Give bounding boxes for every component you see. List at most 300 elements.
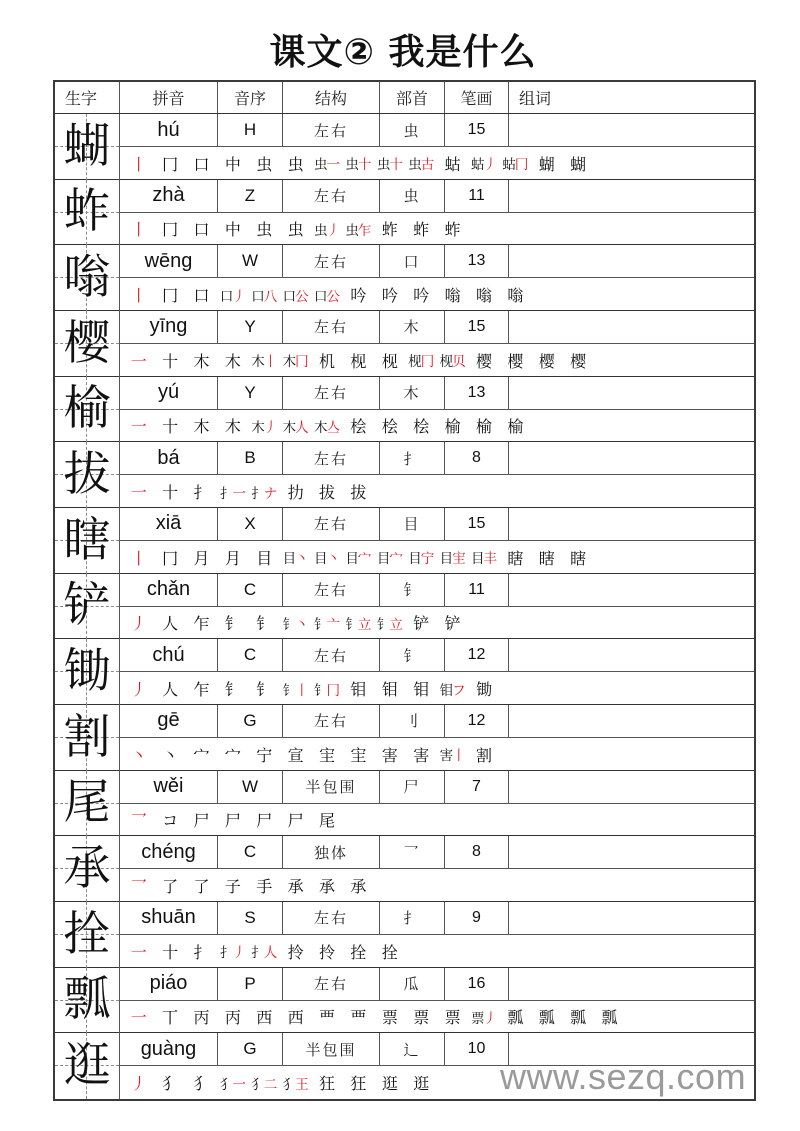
stroke-step bbox=[123, 805, 154, 835]
stroke-step bbox=[249, 542, 280, 572]
stroke-step-base: 宀 bbox=[224, 745, 241, 765]
stroke-count-cell: 9 bbox=[445, 902, 509, 935]
stroke-step-base: 虫 bbox=[408, 157, 422, 174]
stroke-step-new-stroke: 亼 bbox=[326, 419, 341, 436]
stroke-step bbox=[437, 214, 468, 244]
stroke-step-new-stroke: 十 bbox=[357, 157, 372, 174]
stroke-step bbox=[186, 805, 217, 835]
pinyin-cell: bá bbox=[120, 442, 218, 475]
stroke-step-new-stroke: 古 bbox=[420, 157, 435, 174]
pinyin-cell: wěi bbox=[120, 771, 218, 804]
stroke-step-base: 了 bbox=[193, 877, 210, 897]
stroke-step bbox=[343, 871, 374, 901]
stroke-step-base: 木 bbox=[282, 419, 297, 436]
stroke-step-new-stroke: 一 bbox=[232, 485, 246, 502]
stroke-step bbox=[217, 542, 248, 572]
stroke-step-base: 十 bbox=[162, 351, 179, 371]
stroke-step bbox=[374, 674, 405, 704]
stroke-step-base: 宔 bbox=[350, 745, 367, 765]
stroke-step-base: 宔 bbox=[319, 745, 336, 765]
stroke-count-cell: 13 bbox=[445, 245, 509, 278]
stroke-step bbox=[280, 674, 311, 704]
stroke-step-new-stroke: 一 bbox=[326, 157, 341, 174]
stroke-step-new-stroke: 宀 bbox=[357, 551, 372, 568]
stroke-step-base: 丶 bbox=[162, 745, 179, 765]
stroke-step bbox=[217, 871, 248, 901]
initial-letter-cell: C bbox=[218, 574, 283, 607]
stroke-step-new-stroke: 冂 bbox=[420, 354, 435, 371]
stroke-step bbox=[249, 477, 280, 507]
new-character: 樱 bbox=[63, 315, 111, 371]
stroke-step bbox=[594, 1002, 625, 1032]
character-cell bbox=[55, 508, 120, 574]
stroke-step-base: 钅 bbox=[345, 616, 359, 633]
pinyin-cell: yīng bbox=[120, 311, 218, 344]
stroke-step-base: 犭 bbox=[282, 1076, 297, 1093]
stroke-order-sequence bbox=[120, 475, 754, 508]
stroke-step bbox=[406, 674, 437, 704]
radical-cell: 扌 bbox=[380, 442, 445, 475]
stroke-order-sequence bbox=[120, 410, 754, 443]
stroke-step-base: 口 bbox=[282, 288, 297, 305]
stroke-step bbox=[249, 280, 280, 310]
stroke-step bbox=[217, 477, 248, 507]
stroke-step-base: 人 bbox=[162, 614, 179, 634]
stroke-step-new-stroke: 亠 bbox=[326, 616, 341, 633]
character-cell bbox=[55, 836, 120, 902]
stroke-step-new-stroke: 丿 bbox=[263, 419, 278, 436]
word-group-cell bbox=[509, 771, 754, 804]
stroke-step bbox=[406, 608, 437, 638]
stroke-step bbox=[343, 477, 374, 507]
stroke-step bbox=[217, 214, 248, 244]
pinyin-cell: chú bbox=[120, 639, 218, 672]
stroke-step bbox=[280, 148, 311, 178]
page-title: 课文② 我是什么 bbox=[269, 32, 537, 73]
initial-letter-cell: Y bbox=[218, 311, 283, 344]
stroke-step bbox=[437, 280, 468, 310]
stroke-step-base: 拴 bbox=[381, 942, 398, 962]
radical-cell: 目 bbox=[380, 508, 445, 541]
stroke-step-new-stroke: 丶 bbox=[295, 551, 309, 568]
stroke-step-new-stroke: 十 bbox=[389, 157, 403, 174]
word-group-cell bbox=[509, 639, 754, 672]
stroke-step bbox=[249, 345, 280, 375]
stroke-step-base: 扌 bbox=[219, 485, 234, 502]
structure-cell: 左右 bbox=[283, 574, 380, 607]
stroke-step-base: 蚱 bbox=[413, 220, 430, 240]
stroke-step bbox=[468, 411, 499, 441]
stroke-step bbox=[123, 280, 154, 310]
stroke-step-base: 口 bbox=[219, 288, 234, 305]
stroke-step-new-stroke: 丨 bbox=[130, 220, 147, 240]
initial-letter-cell: G bbox=[218, 705, 283, 738]
stroke-step-base: 樱 bbox=[507, 351, 524, 371]
new-character: 尾 bbox=[63, 775, 111, 831]
stroke-step-base: 蛄 bbox=[470, 157, 485, 174]
stroke-step-base: 钅 bbox=[224, 614, 241, 634]
stroke-step-base: 月 bbox=[224, 548, 241, 568]
stroke-step-base: 目 bbox=[282, 551, 297, 568]
structure-cell: 左右 bbox=[283, 705, 380, 738]
pinyin-cell: shuān bbox=[120, 902, 218, 935]
stroke-step-base: 木 bbox=[251, 354, 265, 371]
stroke-step bbox=[437, 411, 468, 441]
new-character: 蚱 bbox=[63, 184, 111, 240]
stroke-order-sequence bbox=[120, 278, 754, 311]
stroke-step bbox=[500, 280, 531, 310]
initial-letter-cell: X bbox=[218, 508, 283, 541]
stroke-step-base: 木 bbox=[224, 351, 241, 371]
stroke-count-cell: 16 bbox=[445, 968, 509, 1001]
stroke-step-base: 逛 bbox=[381, 1074, 398, 1094]
stroke-step-base: 钅 bbox=[376, 616, 391, 633]
stroke-step-base: 桧 bbox=[413, 417, 430, 437]
stroke-step-base: 犭 bbox=[162, 1074, 179, 1094]
stroke-step bbox=[468, 1002, 499, 1032]
pinyin-cell: chǎn bbox=[120, 574, 218, 607]
stroke-step bbox=[217, 1002, 248, 1032]
stroke-step-base: 口 bbox=[193, 286, 210, 306]
stroke-step-new-stroke: 丶 bbox=[130, 745, 147, 765]
stroke-step bbox=[500, 411, 531, 441]
stroke-step-base: 十 bbox=[162, 942, 179, 962]
stroke-step bbox=[343, 1068, 374, 1098]
new-character: 榆 bbox=[63, 381, 111, 437]
stroke-step-base: 拴 bbox=[350, 942, 367, 962]
stroke-step-base: 拔 bbox=[350, 483, 367, 503]
stroke-step bbox=[217, 280, 248, 310]
stroke-step bbox=[123, 1002, 154, 1032]
stroke-step bbox=[123, 739, 154, 769]
stroke-step-base: 乍 bbox=[193, 614, 210, 634]
stroke-step-base: 狂 bbox=[319, 1074, 336, 1094]
stroke-step-base: 十 bbox=[162, 483, 179, 503]
stroke-step-base: 蛄 bbox=[502, 157, 516, 174]
header-new-character: 生字 bbox=[55, 82, 120, 113]
structure-cell: 左右 bbox=[283, 902, 380, 935]
stroke-step bbox=[154, 805, 185, 835]
radical-cell: 刂 bbox=[380, 705, 445, 738]
stroke-step bbox=[311, 345, 342, 375]
stroke-order-sequence bbox=[120, 147, 754, 180]
stroke-step bbox=[374, 214, 405, 244]
stroke-step bbox=[280, 280, 311, 310]
stroke-step bbox=[123, 477, 154, 507]
stroke-step bbox=[186, 148, 217, 178]
stroke-step bbox=[154, 871, 185, 901]
stroke-step-base: 了 bbox=[162, 877, 179, 897]
stroke-step bbox=[374, 1002, 405, 1032]
stroke-step bbox=[249, 411, 280, 441]
stroke-step bbox=[500, 148, 531, 178]
stroke-step-base: 钼 bbox=[439, 682, 454, 699]
stroke-step-base: 铲 bbox=[444, 614, 461, 634]
stroke-step-base: 蚱 bbox=[444, 220, 461, 240]
stroke-step-base: 手 bbox=[256, 877, 273, 897]
stroke-count-cell: 13 bbox=[445, 377, 509, 410]
stroke-step-base: 丙 bbox=[224, 1008, 241, 1028]
stroke-step-base: コ bbox=[162, 811, 179, 831]
stroke-count-cell: 10 bbox=[445, 1033, 509, 1066]
stroke-step bbox=[123, 214, 154, 244]
structure-cell: 半包围 bbox=[283, 1033, 380, 1066]
radical-cell: 辶 bbox=[380, 1033, 445, 1066]
stroke-step-base: 覀 bbox=[350, 1008, 367, 1028]
stroke-step-base: 宁 bbox=[256, 745, 273, 765]
stroke-step-base: 中 bbox=[224, 154, 241, 174]
stroke-step bbox=[249, 214, 280, 244]
stroke-step-new-stroke: 王 bbox=[295, 1076, 309, 1093]
stroke-step bbox=[311, 674, 342, 704]
stroke-step-new-stroke: 贝 bbox=[452, 354, 466, 371]
stroke-step bbox=[406, 345, 437, 375]
stroke-step bbox=[374, 280, 405, 310]
stroke-step-base: 木 bbox=[314, 419, 328, 436]
stroke-step-base: 尸 bbox=[224, 811, 241, 831]
stroke-step-base: 冂 bbox=[162, 220, 179, 240]
stroke-step-new-stroke: 丿 bbox=[483, 157, 497, 174]
stroke-step-base: 钅 bbox=[224, 680, 241, 700]
new-character: 逛 bbox=[63, 1038, 111, 1094]
character-table bbox=[53, 80, 756, 1101]
stroke-step bbox=[343, 936, 374, 966]
stroke-step bbox=[123, 871, 154, 901]
stroke-step-base: 宀 bbox=[193, 745, 210, 765]
stroke-step-base: 人 bbox=[162, 680, 179, 700]
stroke-step bbox=[186, 411, 217, 441]
stroke-count-cell: 15 bbox=[445, 508, 509, 541]
stroke-step bbox=[562, 345, 593, 375]
stroke-step-new-stroke: 丿 bbox=[232, 945, 246, 962]
stroke-step-base: 丙 bbox=[193, 1008, 210, 1028]
stroke-step bbox=[500, 542, 531, 572]
stroke-step-base: 木 bbox=[282, 354, 297, 371]
stroke-step-new-stroke: 丨 bbox=[130, 154, 147, 174]
stroke-step bbox=[154, 345, 185, 375]
stroke-step-base: 冂 bbox=[162, 286, 179, 306]
stroke-step-base: 铲 bbox=[413, 614, 430, 634]
stroke-count-cell: 15 bbox=[445, 114, 509, 147]
stroke-step bbox=[406, 280, 437, 310]
stroke-step-base: 害 bbox=[381, 745, 398, 765]
stroke-step-base: 钅 bbox=[282, 616, 297, 633]
stroke-step bbox=[343, 280, 374, 310]
stroke-step-new-stroke: 宁 bbox=[420, 551, 435, 568]
stroke-step-base: 目 bbox=[439, 551, 454, 568]
word-group-cell bbox=[509, 968, 754, 1001]
stroke-step-base: 榆 bbox=[444, 417, 461, 437]
stroke-step-new-stroke: 一 bbox=[130, 1008, 147, 1028]
initial-letter-cell: B bbox=[218, 442, 283, 475]
stroke-step-new-stroke: 八 bbox=[263, 288, 278, 305]
stroke-step-base: 狂 bbox=[350, 1074, 367, 1094]
stroke-step bbox=[249, 936, 280, 966]
initial-letter-cell: C bbox=[218, 836, 283, 869]
character-cell bbox=[55, 771, 120, 837]
new-character: 铲 bbox=[63, 578, 111, 634]
stroke-step bbox=[406, 739, 437, 769]
stroke-step bbox=[343, 345, 374, 375]
stroke-step-base: 口 bbox=[251, 288, 265, 305]
pinyin-cell: chéng bbox=[120, 836, 218, 869]
stroke-step-base: 犭 bbox=[251, 1076, 265, 1093]
stroke-step bbox=[406, 411, 437, 441]
word-group-cell bbox=[509, 705, 754, 738]
character-cell bbox=[55, 1033, 120, 1099]
stroke-step bbox=[343, 214, 374, 244]
stroke-step-new-stroke: 丰 bbox=[483, 551, 497, 568]
stroke-step bbox=[468, 674, 499, 704]
stroke-step bbox=[374, 345, 405, 375]
stroke-step-base: 虫 bbox=[314, 222, 328, 239]
structure-cell: 左右 bbox=[283, 245, 380, 278]
radical-cell: 扌 bbox=[380, 902, 445, 935]
stroke-step-new-stroke: 丨 bbox=[130, 286, 147, 306]
stroke-step-base: 票 bbox=[470, 1010, 485, 1027]
stroke-step-base: 尾 bbox=[319, 811, 336, 831]
stroke-step-base: 吟 bbox=[350, 286, 367, 306]
stroke-step bbox=[343, 148, 374, 178]
stroke-step bbox=[123, 345, 154, 375]
stroke-step bbox=[343, 542, 374, 572]
stroke-step bbox=[343, 674, 374, 704]
stroke-step-base: 蝴 bbox=[538, 154, 555, 174]
stroke-step-base: 枧 bbox=[350, 351, 367, 371]
stroke-step bbox=[217, 345, 248, 375]
stroke-step-base: 樱 bbox=[570, 351, 587, 371]
stroke-step-base: 樱 bbox=[475, 351, 492, 371]
initial-letter-cell: P bbox=[218, 968, 283, 1001]
stroke-step-base: 钅 bbox=[314, 616, 328, 633]
stroke-step-base: 拎 bbox=[319, 942, 336, 962]
pinyin-cell: xiā bbox=[120, 508, 218, 541]
stroke-step bbox=[123, 674, 154, 704]
radical-cell: 木 bbox=[380, 377, 445, 410]
stroke-step bbox=[249, 674, 280, 704]
stroke-step bbox=[186, 674, 217, 704]
stroke-step-base: 扌 bbox=[193, 483, 210, 503]
table-row bbox=[55, 902, 754, 968]
stroke-step-base: 钅 bbox=[256, 614, 273, 634]
stroke-step-base: 尸 bbox=[256, 811, 273, 831]
stroke-step-new-stroke: 丨 bbox=[130, 548, 147, 568]
stroke-step-base: 吟 bbox=[413, 286, 430, 306]
stroke-step-new-stroke: 丿 bbox=[326, 222, 341, 239]
stroke-step-base: 嗡 bbox=[475, 286, 492, 306]
stroke-step bbox=[311, 805, 342, 835]
header-structure: 结构 bbox=[283, 82, 380, 113]
stroke-step bbox=[374, 739, 405, 769]
pinyin-cell: gē bbox=[120, 705, 218, 738]
character-cell bbox=[55, 639, 120, 705]
stroke-step bbox=[311, 148, 342, 178]
stroke-step bbox=[217, 148, 248, 178]
stroke-order-sequence bbox=[120, 869, 754, 902]
stroke-step-base: 虫 bbox=[287, 154, 304, 174]
stroke-step-base: 尸 bbox=[193, 811, 210, 831]
stroke-step bbox=[311, 1068, 342, 1098]
new-character: 锄 bbox=[63, 644, 111, 700]
stroke-step-base: 虫 bbox=[376, 157, 391, 174]
stroke-step-base: 钅 bbox=[314, 682, 328, 699]
initial-letter-cell: Z bbox=[218, 180, 283, 213]
stroke-step-base: 嗡 bbox=[507, 286, 524, 306]
initial-letter-cell: G bbox=[218, 1033, 283, 1066]
stroke-step bbox=[154, 1002, 185, 1032]
stroke-step bbox=[311, 936, 342, 966]
table-row bbox=[55, 705, 754, 771]
character-cell bbox=[55, 377, 120, 443]
radical-cell: 钅 bbox=[380, 574, 445, 607]
stroke-step-new-stroke: 一 bbox=[130, 942, 147, 962]
stroke-step-new-stroke: 丿 bbox=[130, 1074, 147, 1094]
stroke-order-sequence bbox=[120, 541, 754, 574]
stroke-order-sequence bbox=[120, 1001, 754, 1034]
stroke-step bbox=[311, 1002, 342, 1032]
stroke-step bbox=[154, 477, 185, 507]
table-row bbox=[55, 639, 754, 705]
stroke-step-new-stroke: 公 bbox=[326, 288, 341, 305]
stroke-step bbox=[186, 608, 217, 638]
stroke-step bbox=[343, 411, 374, 441]
structure-cell: 左右 bbox=[283, 442, 380, 475]
stroke-step bbox=[531, 345, 562, 375]
stroke-step-base: 承 bbox=[319, 877, 336, 897]
stroke-step-new-stroke: 丿 bbox=[130, 680, 147, 700]
stroke-step bbox=[186, 477, 217, 507]
stroke-step-new-stroke: 丨 bbox=[452, 748, 466, 765]
radical-cell: 口 bbox=[380, 245, 445, 278]
radical-cell: 尸 bbox=[380, 771, 445, 804]
new-character: 拴 bbox=[63, 906, 111, 962]
stroke-step bbox=[249, 805, 280, 835]
stroke-step-base: 目 bbox=[470, 551, 485, 568]
stroke-step bbox=[406, 148, 437, 178]
stroke-step bbox=[280, 739, 311, 769]
word-group-cell bbox=[509, 114, 754, 147]
stroke-step-base: 口 bbox=[193, 220, 210, 240]
structure-cell: 左右 bbox=[283, 377, 380, 410]
stroke-step-base: 瞎 bbox=[507, 548, 524, 568]
stroke-step-base: 割 bbox=[475, 745, 492, 765]
stroke-step-base: 吟 bbox=[381, 286, 398, 306]
stroke-step bbox=[468, 739, 499, 769]
stroke-step bbox=[374, 1068, 405, 1098]
structure-cell: 半包围 bbox=[283, 771, 380, 804]
stroke-count-cell: 12 bbox=[445, 705, 509, 738]
structure-cell: 左右 bbox=[283, 968, 380, 1001]
stroke-step bbox=[468, 345, 499, 375]
stroke-step-new-stroke: 立 bbox=[357, 616, 372, 633]
stroke-step bbox=[343, 1002, 374, 1032]
word-group-cell bbox=[509, 245, 754, 278]
stroke-step bbox=[154, 674, 185, 704]
stroke-step-base: 目 bbox=[408, 551, 422, 568]
watermark: www.sezq.com bbox=[500, 1056, 747, 1097]
stroke-order-sequence bbox=[120, 672, 754, 705]
stroke-step-base: 犭 bbox=[219, 1076, 234, 1093]
stroke-step-base: 虫 bbox=[345, 222, 359, 239]
word-group-cell bbox=[509, 508, 754, 541]
character-cell bbox=[55, 245, 120, 311]
word-group-cell bbox=[509, 836, 754, 869]
stroke-step-base: 瓢 bbox=[538, 1008, 555, 1028]
table-row bbox=[55, 508, 754, 574]
stroke-step-base: 虫 bbox=[314, 157, 328, 174]
stroke-step bbox=[531, 1002, 562, 1032]
stroke-step-base: 木 bbox=[193, 417, 210, 437]
